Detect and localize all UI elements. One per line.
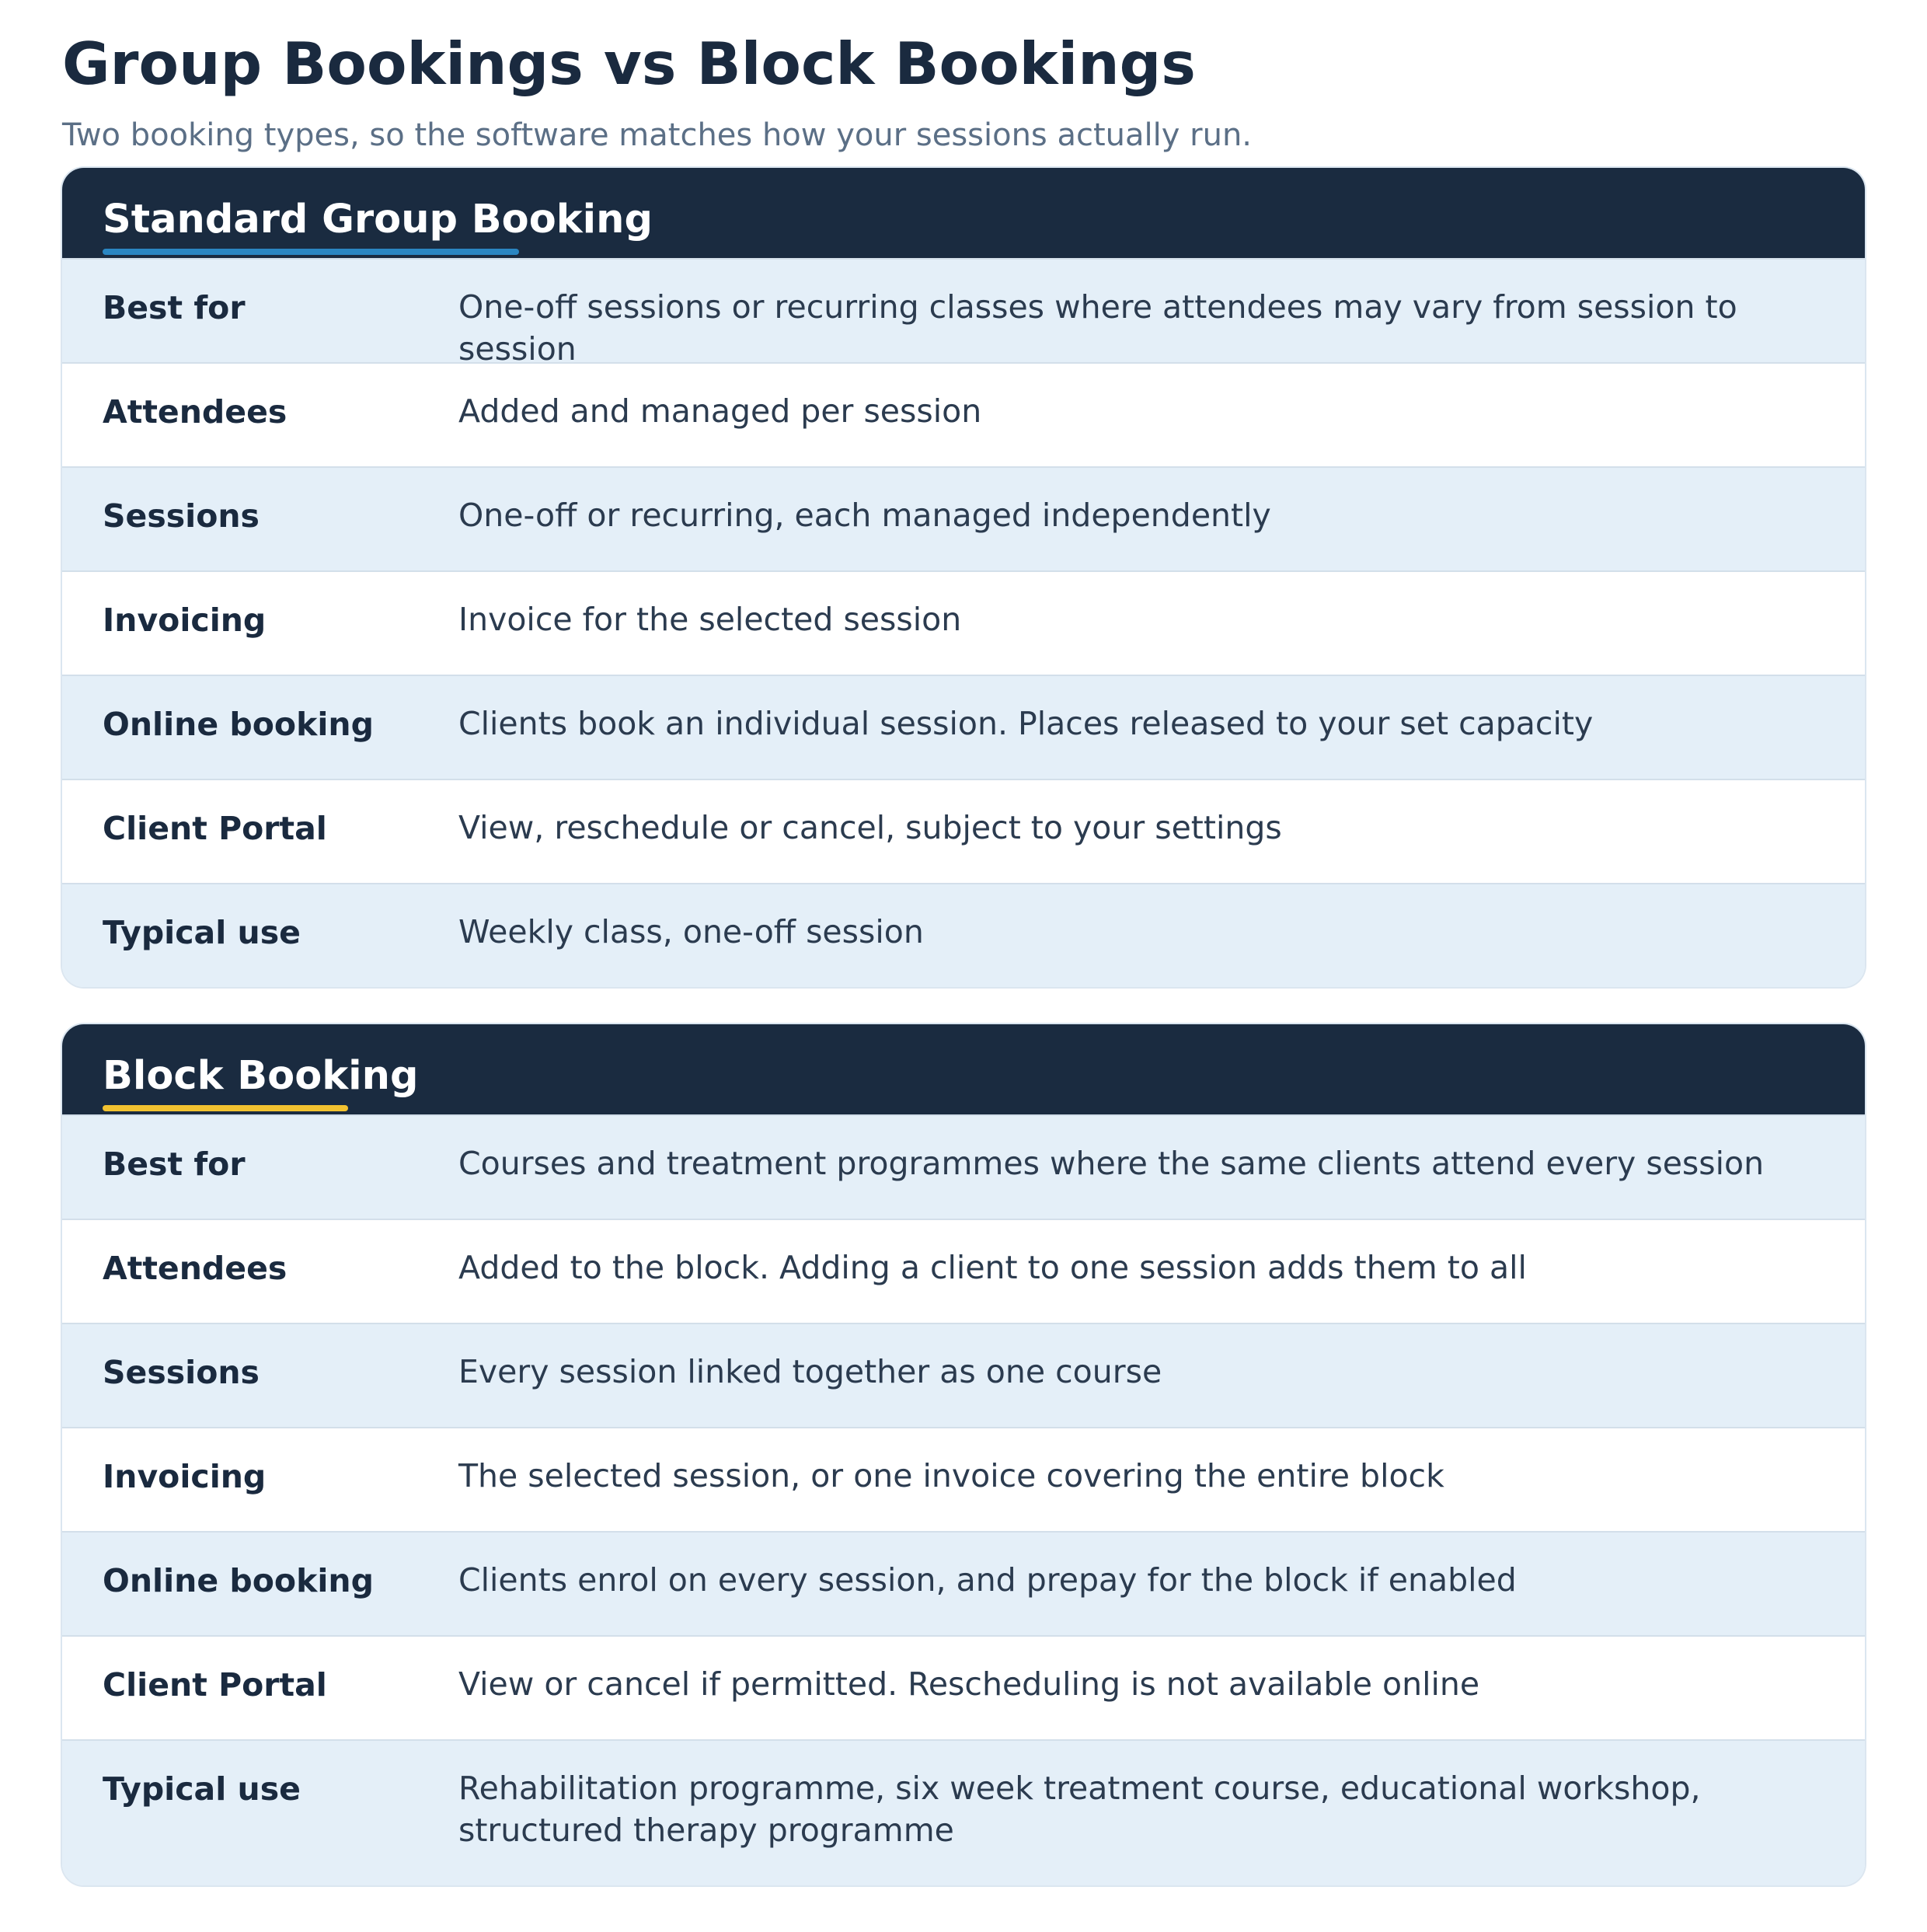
card-title: Block Booking: [103, 1053, 419, 1099]
row-label: Typical use: [103, 1770, 301, 1808]
row-label: Attendees: [103, 393, 287, 431]
row-value: Added and managed per session: [458, 392, 982, 430]
table-row: [62, 570, 1865, 675]
row-label: Online booking: [103, 1562, 374, 1599]
row-label: Attendees: [103, 1250, 287, 1287]
row-value: View or cancel if permitted. Rescheduling is not available online: [458, 1665, 1480, 1703]
row-label: Best for: [103, 1146, 246, 1183]
table-row: [62, 1739, 1865, 1885]
row-value: Weekly class, one-off session: [458, 913, 924, 950]
table-row: [62, 1531, 1865, 1635]
row-label: Best for: [103, 289, 246, 326]
row-value: Added to the block. Adding a client to one session adds them to all: [458, 1249, 1527, 1286]
table-row: [62, 1635, 1865, 1739]
row-value: Rehabilitation programme, six week treatment course, educational workshop, structured therapy programme: [458, 1770, 1701, 1849]
row-value: View, reschedule or cancel, subject to your settings: [458, 809, 1282, 846]
table-row: [62, 1114, 1865, 1219]
row-value: Invoice for the selected session: [458, 601, 962, 638]
table-row: [62, 779, 1865, 883]
page-title: Group Bookings vs Block Bookings: [62, 30, 1196, 98]
table-row: [62, 1427, 1865, 1531]
row-value: One-off sessions or recurring classes where attendees may vary from session to session: [458, 288, 1737, 368]
row-label: Sessions: [103, 497, 260, 535]
card-title-underline: [103, 1105, 348, 1111]
card-title: Standard Group Booking: [103, 197, 653, 242]
table-row: [62, 362, 1865, 466]
row-label: Invoicing: [103, 1458, 267, 1495]
table-row: [62, 1219, 1865, 1323]
table-row: [62, 258, 1865, 368]
standard-group-booking-card: [62, 168, 1865, 987]
block-booking-card: [62, 1024, 1865, 1885]
card-header: [62, 1024, 1865, 1114]
table-row: [62, 675, 1865, 779]
page-subtitle: Two booking types, so the software matches how your sessions actually run.: [62, 117, 1253, 153]
row-value: Every session linked together as one course: [458, 1353, 1162, 1390]
row-label: Client Portal: [103, 1666, 327, 1704]
row-value: The selected session, or one invoice covering the entire block: [458, 1457, 1444, 1494]
table-row: [62, 466, 1865, 570]
card-title-underline: [103, 249, 519, 255]
row-label: Typical use: [103, 914, 301, 951]
row-value: Clients enrol on every session, and prepay for the block if enabled: [458, 1561, 1517, 1599]
row-label: Sessions: [103, 1354, 260, 1391]
row-value: Clients book an individual session. Places released to your set capacity: [458, 705, 1594, 742]
row-label: Client Portal: [103, 810, 327, 847]
row-value: One-off or recurring, each managed independently: [458, 497, 1271, 534]
row-label: Invoicing: [103, 602, 267, 639]
table-row: [62, 883, 1865, 987]
table-row: [62, 1323, 1865, 1427]
card-header: [62, 168, 1865, 258]
row-value: Courses and treatment programmes where the same clients attend every session: [458, 1145, 1765, 1182]
row-label: Online booking: [103, 706, 374, 743]
